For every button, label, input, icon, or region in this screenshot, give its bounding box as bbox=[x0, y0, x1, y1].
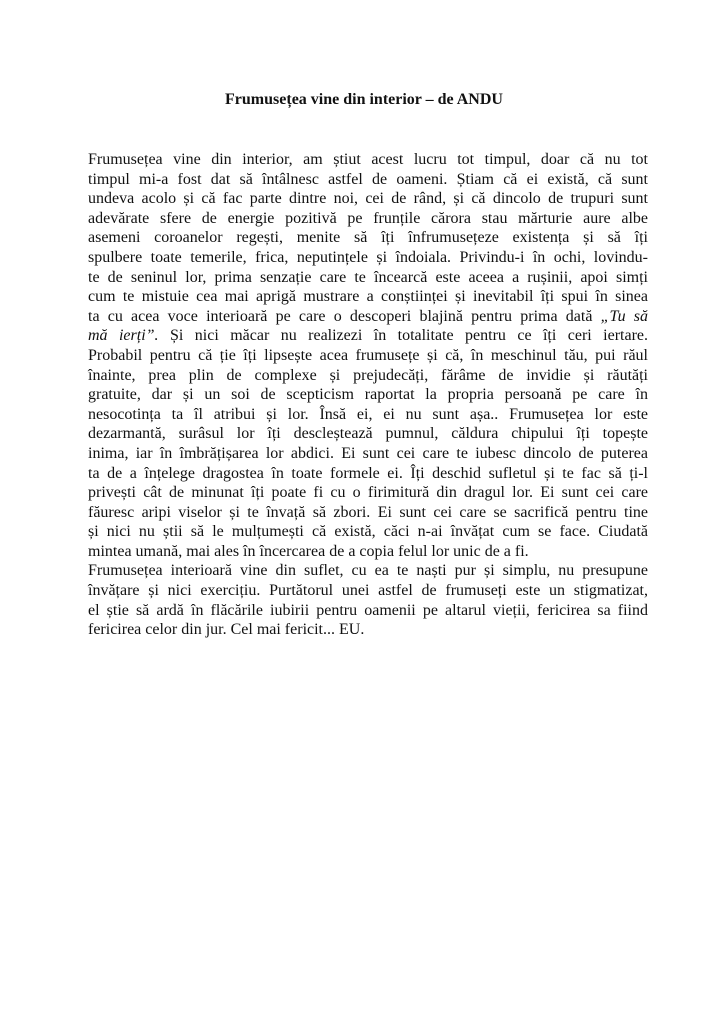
text-line: dezarmantă, surâsul lor îți descleștează pumnul, căldura chipului îți topește bbox=[88, 425, 648, 443]
text-line: Frumusețea interioară vine din suflet, cu ea te naști pur și simplu, nu presupune bbox=[88, 562, 648, 580]
text-line: inima, iar în îmbrățișarea lor abdici. Ei sunt cei care te iubesc dincolo de puterea bbox=[88, 444, 648, 462]
text-line: înainte, prea plin de complexe și prejudecăți, fărâme de invidie și răutăți bbox=[88, 366, 648, 384]
text-line: și nici nu știi să le mulțumești că există, căci n-ai învățat cum se face. Ciudată bbox=[88, 523, 648, 541]
text-line: gratuite, dar și un soi de scepticism raportat la propria persoană pe care în bbox=[88, 386, 648, 404]
text-segment: Și nici măcar nu realizezi în totalitate pentru ce îți ceri iertare. bbox=[158, 327, 649, 345]
text-segment: ta cu acea voce interioară pe care o descoperi blajină pentru prima dată bbox=[88, 307, 601, 325]
text-line: Probabil pentru că ție îți lipsește acea frumusețe și că, în meschinul tău, pui răul bbox=[88, 346, 648, 364]
text-line: făuresc aripi viselor și te învață să zbori. Ei sunt cei care se sacrifică pentru tine bbox=[88, 503, 648, 521]
text-line: adevărate sfere de energie pozitivă pe frunțile cărora stau mărturie aure albe bbox=[88, 209, 648, 227]
text-line: spulbere toate temerile, frica, neputințele și îndoiala. Privindu-i în ochi, lovindu- bbox=[88, 248, 648, 266]
text-line bbox=[88, 326, 648, 346]
text-line: cum te mistuie cea mai aprigă mustrare a conștiinței și inevitabil îți spui în sinea bbox=[88, 288, 648, 306]
text-line: Frumusețea vine din interior, am știut acest lucru tot timpul, doar că nu tot bbox=[88, 151, 648, 168]
text-line: te de seninul lor, prima senzație care te încearcă este aceea a rușinii, apoi simți bbox=[88, 268, 648, 286]
text-line: mintea umană, mai ales în încercarea de a copia felul lor unic de a fi. bbox=[88, 542, 529, 560]
document-title: Frumusețea vine din interior – de ANDU bbox=[225, 91, 503, 108]
text-line: nesocotința ta îl atribui și lor. Însă ei, ei nu sunt așa.. Frumusețea lor este bbox=[88, 405, 648, 423]
text-line: fericirea celor din jur. Cel mai fericit... EU. bbox=[88, 621, 365, 639]
document-body bbox=[88, 150, 648, 640]
text-line: asemeni coroanelor regești, menite să îți înfrumusețeze existența și să îți bbox=[88, 229, 648, 247]
quote-text: mă ierți”. bbox=[88, 327, 159, 345]
text-line: undeva acolo și că fac parte dintre noi, cei de rând, și că dincolo de trupuri sunt bbox=[88, 190, 648, 208]
text-line: el știe să ardă în flăcările iubirii pentru oamenii pe altarul vieții, fericirea sa fiind bbox=[88, 601, 648, 619]
text-line: timpul mi-a fost dat să întâlnesc astfel de oameni. Știam că ei există, că sunt bbox=[88, 170, 648, 188]
text-line: învățare și nici exercițiu. Purtătorul unei astfel de frumuseți este un stigmatizat, bbox=[88, 582, 648, 600]
text-line: privești cât de minunat îți poate fi cu o firimitură din dragul lor. Ei sunt cei care bbox=[88, 484, 648, 502]
text-line bbox=[88, 307, 648, 327]
quote-text: „Tu să bbox=[600, 307, 649, 325]
text-line: ta de a înțelege dragostea în toate formele ei. Îți deschid sufletul și te fac să ți-l bbox=[88, 464, 648, 482]
